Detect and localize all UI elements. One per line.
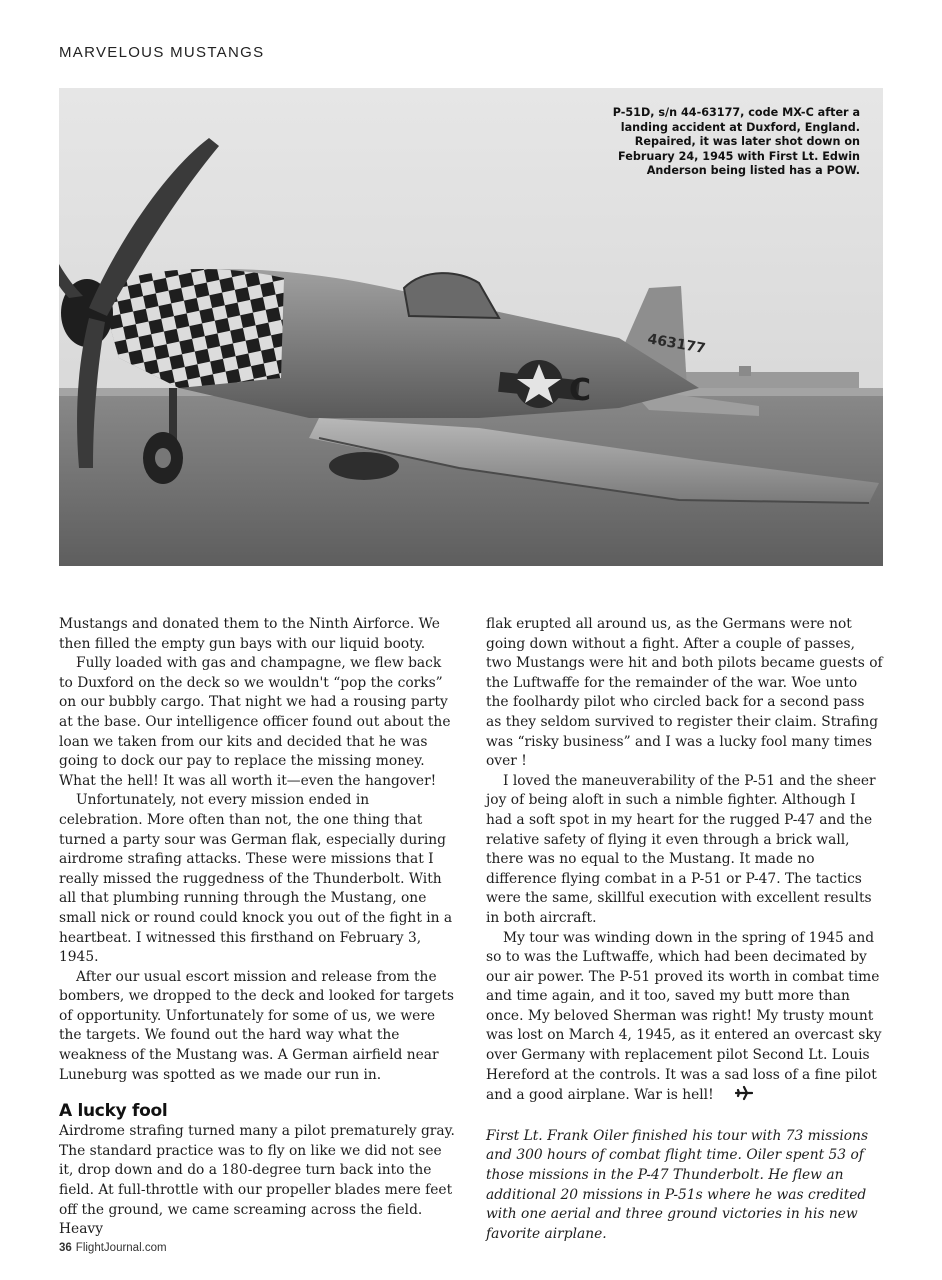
airplane-icon (718, 1085, 753, 1108)
paragraph-last (486, 929, 883, 1108)
aircraft-photo (59, 88, 883, 566)
paragraph: flak erupted all around us, as the Germans were not going down without a fight. After a couple of passes, two Mustangs were hit and both pilots became guests of the Luftwaffe for the remainder of the war. Woe unto the foolhardy pilot who circled back for a second pass as they seldom survived to register their claim. Strafing was “risky business” and I was a lucky fool many times over ! (486, 616, 883, 770)
article-column-right (486, 615, 883, 1244)
page-number: 36 (59, 1242, 72, 1254)
site-name: FlightJournal.com (75, 1242, 167, 1254)
paragraph: Mustangs and donated them to the Ninth Airforce. We then filled the empty gun bays with our liquid booty. (59, 616, 440, 652)
paragraph: After our usual escort mission and release from the bombers, we dropped to the deck and looked for targets of opportunity. Unfortunately for some of us, we were the targets. We found out the hard way what the weakness of the Mustang was. A German airfield near Luneburg was spotted as we made our run in. (59, 968, 454, 1083)
paragraph: Airdrome strafing turned many a pilot prematurely gray. The standard practice was to fly on like we did not see it, drop down and do a 180-degree turn back into the field. At full-throttle with our propeller blades mere feet off the ground, we came screaming across the field. Heavy (59, 1123, 455, 1238)
page-footer (59, 1242, 167, 1254)
tail-serial: 463177 (646, 331, 707, 358)
subheading: A lucky fool (59, 1101, 168, 1122)
photo-caption: P-51D, s/n 44-63177, code MX-C after a landing accident at Duxford, England. Repaired, it was later shot down on February 24, 1945 with First Lt. Edwin Anderson being listed has a POW. (612, 106, 860, 178)
section-header: MARVELOUS MUSTANGS (59, 44, 265, 61)
article-column-left (59, 615, 456, 1240)
paragraph-text: My tour was winding down in the spring of 1945 and so to was the Luftwaffe, which had been decimated by our air power. The P-51 proved its worth in combat time and time again, and it too, saved my butt more than once. My beloved Sherman was right! My trusty mount was lost on March 4, 1945, as it entered an overcast sky over Germany with replacement pilot Second Lt. Louis Hereford at the controls. It was a sad loss of a fine pilot and a good airplane. War is hell! (486, 929, 882, 1104)
author-bio: First Lt. Frank Oiler finished his tour with 73 missions and 300 hours of combat flight time. Oiler spent 53 of those missions in the P-47 Thunderbolt. He flew an additional 20 missions in P-51s where he was credited with one aerial and three ground victories in his new favorite airplane. (486, 1127, 869, 1242)
paragraph: Fully loaded with gas and champagne, we flew back to Duxford on the deck so we wouldn't “pop the corks” on our bubbly cargo. That night we had a rousing party at the base. Our intelligence officer found out about the loan we taken from our kits and decided that he was going to dock our pay to replace the missing money. What the hell! It was all worth it—even the hangover! (59, 655, 451, 789)
paragraph: I loved the maneuverability of the P-51 and the sheer joy of being aloft in such a nimble fighter. Although I had a soft spot in my heart for the rugged P-47 and the relative safety of flying it even through a brick wall, there was no equal to the Mustang. It made no difference flying combat in a P-51 or P-47. The tactics were the same, skillful execution with excellent results in both aircraft. (486, 772, 876, 926)
paragraph: Unfortunately, not every mission ended in celebration. More often than not, the one thing that turned a party sour was German flak, especially during airdrome strafing attacks. These were missions that I really missed the ruggedness of the Thunderbolt. With all that plumbing running through the Mustang, one small nick or round could knock you out of the fight in a heartbeat. I witnessed this firsthand on February 3, 1945. (59, 792, 453, 966)
fuselage-code: C (569, 373, 592, 408)
